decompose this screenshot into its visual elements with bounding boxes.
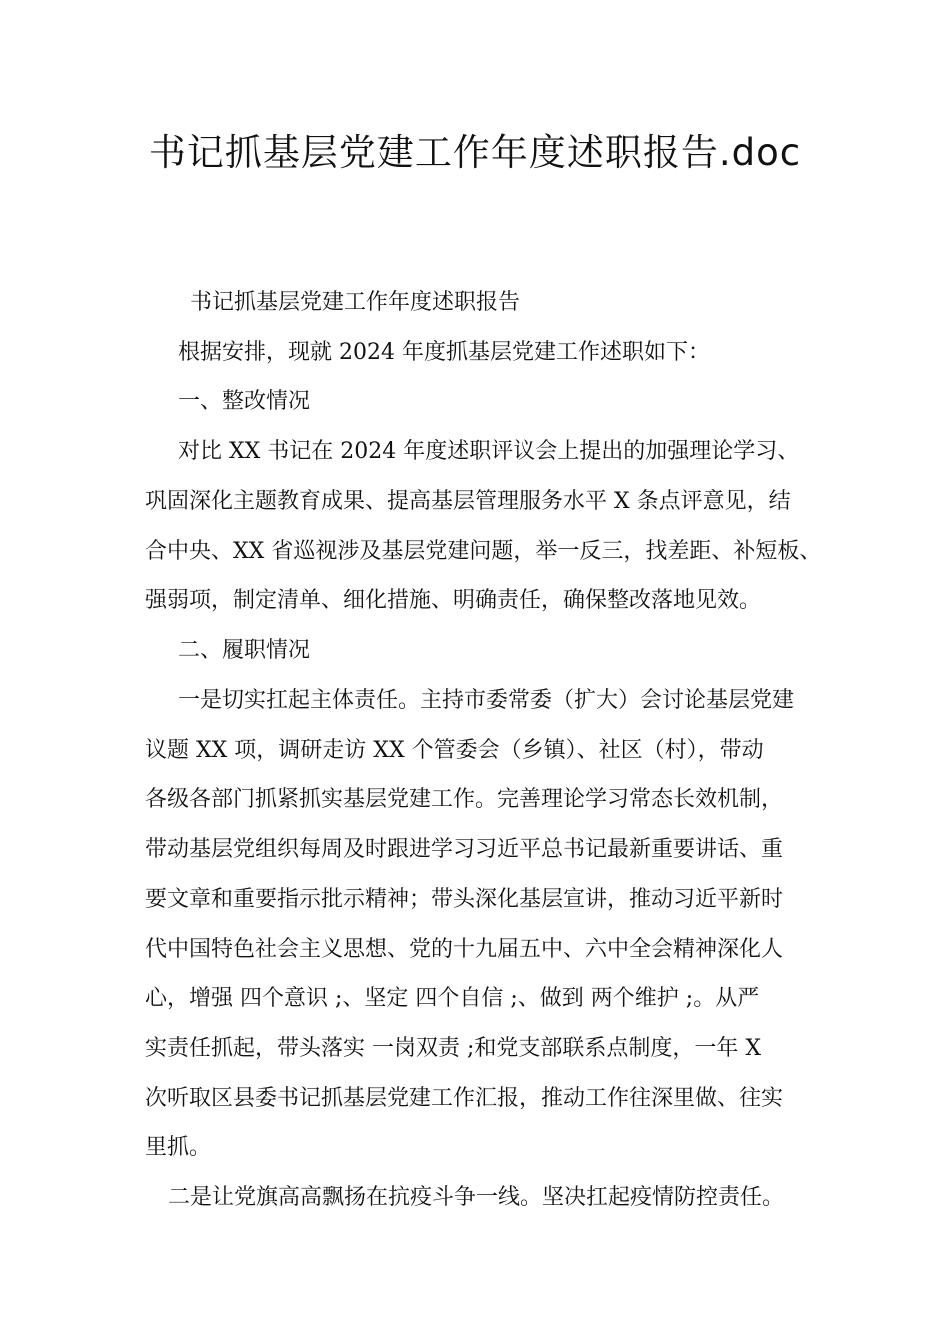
paragraph-line: 一是切实扛起主体责任。主持市委常委（扩大）会讨论基层党建 <box>178 688 795 713</box>
paragraph-line: 实责任抓起，带头落实 一岗双责 ;和党支部联系点制度，一年 X <box>145 1036 762 1061</box>
section-heading: 二、履职情况 <box>178 638 311 663</box>
paragraph-line: 要文章和重要指示批示精神；带头深化基层宣讲，推动习近平新时 <box>145 887 784 912</box>
paragraph-line: 议题 XX 项，调研走访 XX 个管委会（乡镇）、社区（村），带动 <box>145 738 764 763</box>
paragraph-line: 心，增强 四个意识 ;、坚定 四个自信 ;、做到 两个维护 ;。从严 <box>145 986 760 1011</box>
paragraph-line: 巩固深化主题教育成果、提高基层管理服务水平 X 条点评意见，结 <box>145 489 791 514</box>
paragraph-line: 根据安排，现就 2024 年度抓基层党建工作述职如下： <box>178 340 710 365</box>
paragraph-line: 里抓。 <box>145 1135 212 1160</box>
paragraph-line: 合中央、XX 省巡视涉及基层党建问题，举一反三，找差距、补短板、 <box>145 539 822 564</box>
paragraph-line: 带动基层党组织每周及时跟进学习习近平总书记最新重要讲话、重 <box>145 837 784 862</box>
paragraph-line: 二是让党旗高高飘扬在抗疫斗争一线。坚决扛起疫情防控责任。 <box>168 1185 785 1210</box>
subtitle-line: 书记抓基层党建工作年度述职报告 <box>190 290 521 315</box>
section-heading: 一、整改情况 <box>178 389 311 414</box>
document-title: 书记抓基层党建工作年度述职报告.doc <box>148 131 802 174</box>
paragraph-line: 次听取区县委书记抓基层党建工作汇报，推动工作往深里做、往实 <box>145 1086 784 1111</box>
paragraph-line: 强弱项，制定清单、细化措施、明确责任，确保整改落地见效。 <box>145 588 762 613</box>
paragraph-line: 对比 XX 书记在 2024 年度述职评议会上提出的加强理论学习、 <box>178 439 800 464</box>
paragraph-line: 各级各部门抓紧抓实基层党建工作。完善理论学习常态长效机制， <box>145 787 784 812</box>
paragraph-line: 代中国特色社会主义思想、党的十九届五中、六中全会精神深化人 <box>145 937 784 962</box>
